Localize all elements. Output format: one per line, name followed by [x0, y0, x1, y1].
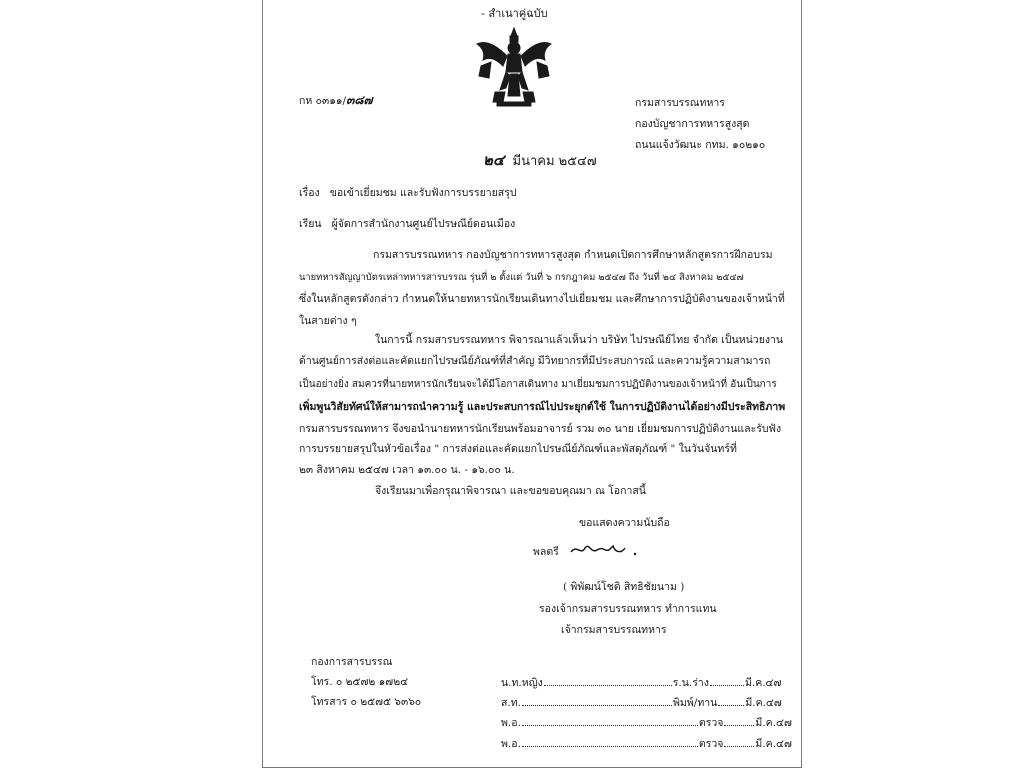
- routing-row: พ.อ. ตรวจ มี.ค.๔๗: [501, 717, 792, 729]
- para1-line: กรมสารบรรณทหาร กองบัญชาการทหารสูงสุด กำหนดเปิดการศึกษาหลักสูตรการฝึกอบรม: [373, 249, 773, 261]
- signer-title: เจ้ากรมสารบรรณทหาร: [561, 624, 667, 636]
- routing-row: พ.อ. ตรวจ มี.ค.๔๗: [501, 738, 792, 750]
- copy-label: - สำเนาคู่ฉบับ: [481, 7, 548, 20]
- para2-line: ๒๓ สิงหาคม ๒๕๔๗ เวลา ๑๓.๐๐ น. - ๑๖.๐๐ น.: [299, 464, 515, 476]
- footer-fax: โทรสาร ๐ ๒๕๗๕ ๖๓๖๐: [311, 696, 422, 708]
- garuda-emblem: [473, 26, 555, 110]
- footer-department: กองการสารบรรณ: [311, 656, 393, 668]
- routing-row: ส.ท. พิมพ์/ทาน มี.ค.๔๗: [501, 697, 782, 709]
- letter-date: ๒๔ มีนาคม ๒๕๔๗: [483, 151, 597, 169]
- sender-address-line-3: ถนนแจ้งวัฒนะ กทม. ๑๐๒๑๐: [635, 139, 766, 151]
- para2-line: เป็นอย่างยิ่ง สมควรที่นายทหารนักเรียนจะได้มีโอกาสเดินทาง มาเยี่ยมชมการปฏิบัติงานของเจ้าหน้าที่ อันเป็นการ: [299, 379, 777, 390]
- signer-title: รองเจ้ากรมสารบรรณทหาร ทำการแทน: [539, 603, 717, 615]
- routing-row: น.ท.หญิง ร.น.ร่าง มี.ค.๔๗: [501, 677, 782, 689]
- para2-line: กรมสารบรรณทหาร จึงขอนำนายทหารนักเรียนพร้อมอาจารย์ รวม ๓๐ นาย เยี่ยมชมการปฏิบัติงานและรับฟัง: [299, 423, 782, 435]
- para2-line: การบรรยายสรุปในหัวข้อเรื่อง " การส่งต่อและคัดแยกไปรษณีย์ภัณฑ์และพัสดุภัณฑ์ " ในวันจันทร์ที่: [299, 443, 737, 455]
- signer-name: ( พิพัฒน์โชติ สิทธิชัยนาม ): [563, 581, 685, 593]
- subject-line: เรื่อง ขอเข้าเยี่ยมชม และรับฟังการบรรยายสรุป: [299, 187, 517, 199]
- sender-address-line-2: กองบัญชาการทหารสูงสุด: [635, 118, 750, 130]
- salutation-line: เรียน ผู้จัดการสำนักงานศูนย์ไปรษณีย์ดอนเมือง: [299, 218, 516, 230]
- signer-rank: พลตรี: [533, 546, 559, 558]
- para1-line: นายทหารสัญญาบัตรเหล่าทหารสารบรรณ รุ่นที่ ๒ ตั้งแต่ วันที่ ๖ กรกฎาคม ๒๕๔๗ ถึง วันที่ ๒๔ สิงหาคม ๒๕๔๗: [299, 272, 744, 283]
- para2-line: เพิ่มพูนวิสัยทัศน์ให้สามารถนำความรู้ และประสบการณ์ไปประยุกต์ใช้ ในการปฏิบัติงานได้อย่างมีประสิทธิภาพ: [299, 401, 786, 413]
- reference-number: กห ๐๓๑๑/๓๘๗: [299, 93, 373, 107]
- closing-phrase: ขอแสดงความนับถือ: [579, 517, 670, 529]
- sender-address-line-1: กรมสารบรรณทหาร: [635, 97, 725, 109]
- para1-line: ในสายต่าง ๆ: [299, 315, 357, 327]
- para2-line: ด้านศูนย์การส่งต่อและคัดแยกไปรษณีย์ภัณฑ์ที่สำคัญ มีวิทยากรที่มีประสบการณ์ และความรู้ความสามารถ: [299, 355, 771, 367]
- signature: [569, 538, 649, 562]
- para1-line: ซึ่งในหลักสูตรดังกล่าว กำหนดให้นายทหารนักเรียนเดินทางไปเยี่ยมชม และศึกษาการปฏิบัติงานของเจ้าหน้าที่: [299, 293, 785, 305]
- closing-paragraph: จึงเรียนมาเพื่อกรุณาพิจารณา และขอขอบคุณมา ณ โอกาสนี้: [375, 485, 646, 497]
- letter-page: [262, 0, 802, 768]
- footer-telephone: โทร. ๐ ๒๕๗๒ ๑๗๒๔: [311, 676, 409, 688]
- para2-line: ในการนี้ กรมสารบรรณทหาร พิจารณาแล้วเห็นว่า บริษัท ไปรษณีย์ไทย จำกัด เป็นหน่วยงาน: [375, 334, 784, 346]
